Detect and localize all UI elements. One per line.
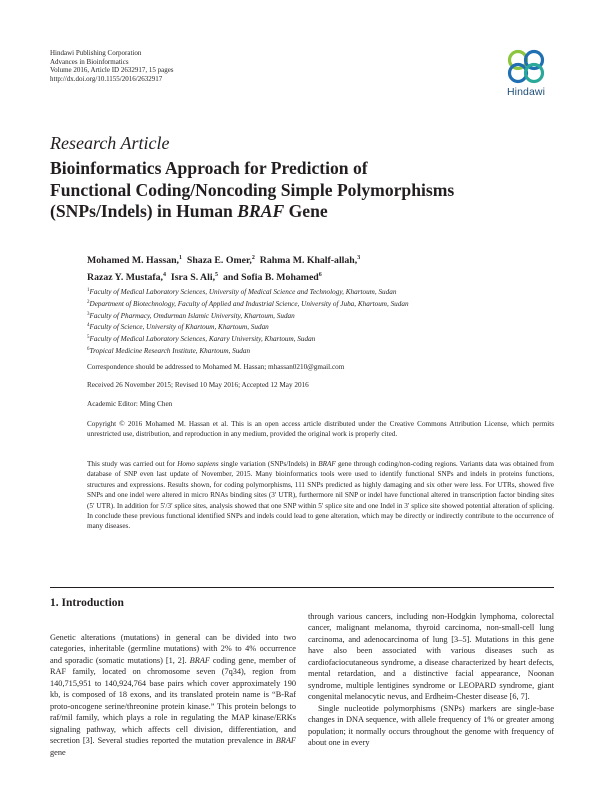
affiliation: $^2$Department of Biotechnology, Faculty of Applied and Industrial Science, University of Juba, Khartoum, Sudan: [87, 299, 409, 308]
volume-line: Volume 2016, Article ID 2632917, 15 pages: [50, 66, 174, 75]
author: Shaza E. Omer,: [186, 255, 252, 266]
correspondence: Correspondence should be addressed to Mohamed M. Hassan; mhassan0210@gmail.com: [87, 363, 345, 371]
article-dates: Received 26 November 2015; Revised 10 May 2016; Accepted 12 May 2016: [87, 381, 309, 389]
affiliation: $^5$Faculty of Medical Laboratory Sciences, Karary University, Khartoum, Sudan: [87, 335, 316, 344]
author-row-1: Mohamed M. Hassan,$^1$ Shaza E. Omer,$^2$ Rahma M. Khalf-allah,$^3$: [87, 255, 361, 266]
article-type: Research Article: [50, 133, 170, 153]
paragraph: Single nucleotide polymorphisms (SNPs) markers are single-base changes in DNA sequence, with allele frequency of 1% or greater among population; it normally occurs throughout the genome with frequency of about one in every: [308, 703, 554, 747]
title-line-3: (SNPs/Indels) in Human BRAF Gene: [50, 201, 328, 221]
author-row-2: Razaz Y. Mustafa,$^4$ Isra S. Ali,$^5$ and Sofia B. Mohamed$^6$: [87, 272, 322, 283]
publisher: Hindawi Publishing Corporation: [50, 49, 142, 57]
article-title: [50, 158, 560, 223]
author: Razaz Y. Mustafa,: [87, 272, 164, 283]
author: Rahma M. Khalf-allah,: [259, 255, 358, 266]
affiliation: $^1$Faculty of Medical Laboratory Sciences, University of Medical Science and Technology, Khartoum, Sudan: [87, 288, 397, 296]
abstract: This study was carried out for Homo sapiens single variation (SNPs/Indels) in BRAF gene through coding/non-coding regions. Variants data was obtained from database of SNP even last update of November, 2015. Many bioinformatics tools were used to identify functional SNPs and indels in proteins functions, structures and expressions. Results shown, for coding polymorphisms, 111 SNPs predicted as highly damaging and six other were less. For UTRs, showed five SNPs and one indel were altered in micro RNAs binding sites (3′ UTR), furthermore nil SNP or indel have functional altered in transcription factor binding sites (5′ UTR). In addition for 5′/3′ splice sites, analysis showed that one SNP within 5′ splice site and one Indel in 3′ splice site showed potential alteration of splicing. In conclude these previous functional identified SNPs and indels could lead to gene alteration, which may be directly or indirectly contribute to the occurrence of many diseases.: [87, 460, 554, 531]
gene-name: BRAF: [318, 460, 336, 468]
affiliation: $^6$Tropical Medicine Research Institute, Khartoum, Sudan: [87, 346, 251, 355]
section-divider: [50, 587, 554, 588]
hindawi-rings-icon: [506, 48, 546, 84]
affiliation: $^3$Faculty of Pharmacy, Omdurman Islamic University, Khartoum, Sudan: [87, 311, 295, 320]
doi-link[interactable]: http://dx.doi.org/10.1155/2016/2632917: [50, 74, 163, 83]
gene-name: BRAF: [237, 201, 285, 221]
title-line-1: Bioinformatics Approach for Prediction of: [50, 158, 368, 178]
author: Isra S. Ali,: [170, 272, 216, 283]
copyright-notice: Copyright © 2016 Mohamed M. Hassan et al. This is an open access article distributed under the Creative Commons Attribution License, which permits unrestricted use, distribution, and reproduction in any medium, provided the original work is properly cited.: [87, 420, 554, 439]
author: Mohamed M. Hassan,: [87, 255, 179, 266]
hindawi-logo[interactable]: [498, 48, 554, 100]
body-column-left: [50, 632, 296, 758]
academic-editor: Academic Editor: Ming Chen: [87, 400, 173, 408]
species-name: Homo sapiens: [177, 460, 219, 468]
paragraph: through various cancers, including non-Hodgkin lymphoma, colorectal cancer, malignant melanoma, thyroid carcinoma, non-small-cell lung carcinoma, and adenocarcinoma of lung [3–5]. Mutations in this gene have also been associated with various diseases such as cardiofaciocutaneous syndrome, a disease characterized by heart defects, mental retardation, and a distinctive facial appearance, Noonan syndrome, multiple lentigines syndrome or LEOPARD syndrome, giant congenital melanocytic nevus, and Erdheim-Chester disease [6, 7].: [308, 612, 554, 702]
journal-info: [50, 49, 174, 83]
title-line-2: Functional Coding/Noncoding Simple Polymorphisms: [50, 179, 455, 200]
journal-name: Advances in Bioinformatics: [50, 57, 129, 66]
affiliation: $^4$Faculty of Science, University of Khartoum, Khartoum, Sudan: [87, 323, 269, 332]
paragraph: Genetic alterations (mutations) in general can be divided into two categories, inheritable (germline mutations) with 2% to 4% occurrence and sporadic (somatic mutations) [1, 2]. BRAF coding gene, member of RAF family, located on chromosome seven (7q34), region from 140,715,951 to 140,924,764 base pairs which cover approximately 190 kb, is composed of 18 exons, and its translated protein name is “B-Raf proto-oncogene serine/threonine protein kinase.” This protein belongs to raf/mil family, which plays a role in regulating the MAP kinase/ERKs signaling pathway, which affects cell division, differentiation, and secretion [3]. Several studies reported the mutation prevalence in BRAF gene: [50, 633, 296, 757]
body-column-right: [308, 611, 554, 748]
section-heading: 1. Introduction: [50, 597, 124, 609]
author-list: [87, 251, 360, 285]
affiliation-list: [87, 286, 409, 357]
hindawi-wordmark: Hindawi: [506, 86, 546, 98]
author: and Sofia B. Mohamed: [222, 272, 319, 283]
